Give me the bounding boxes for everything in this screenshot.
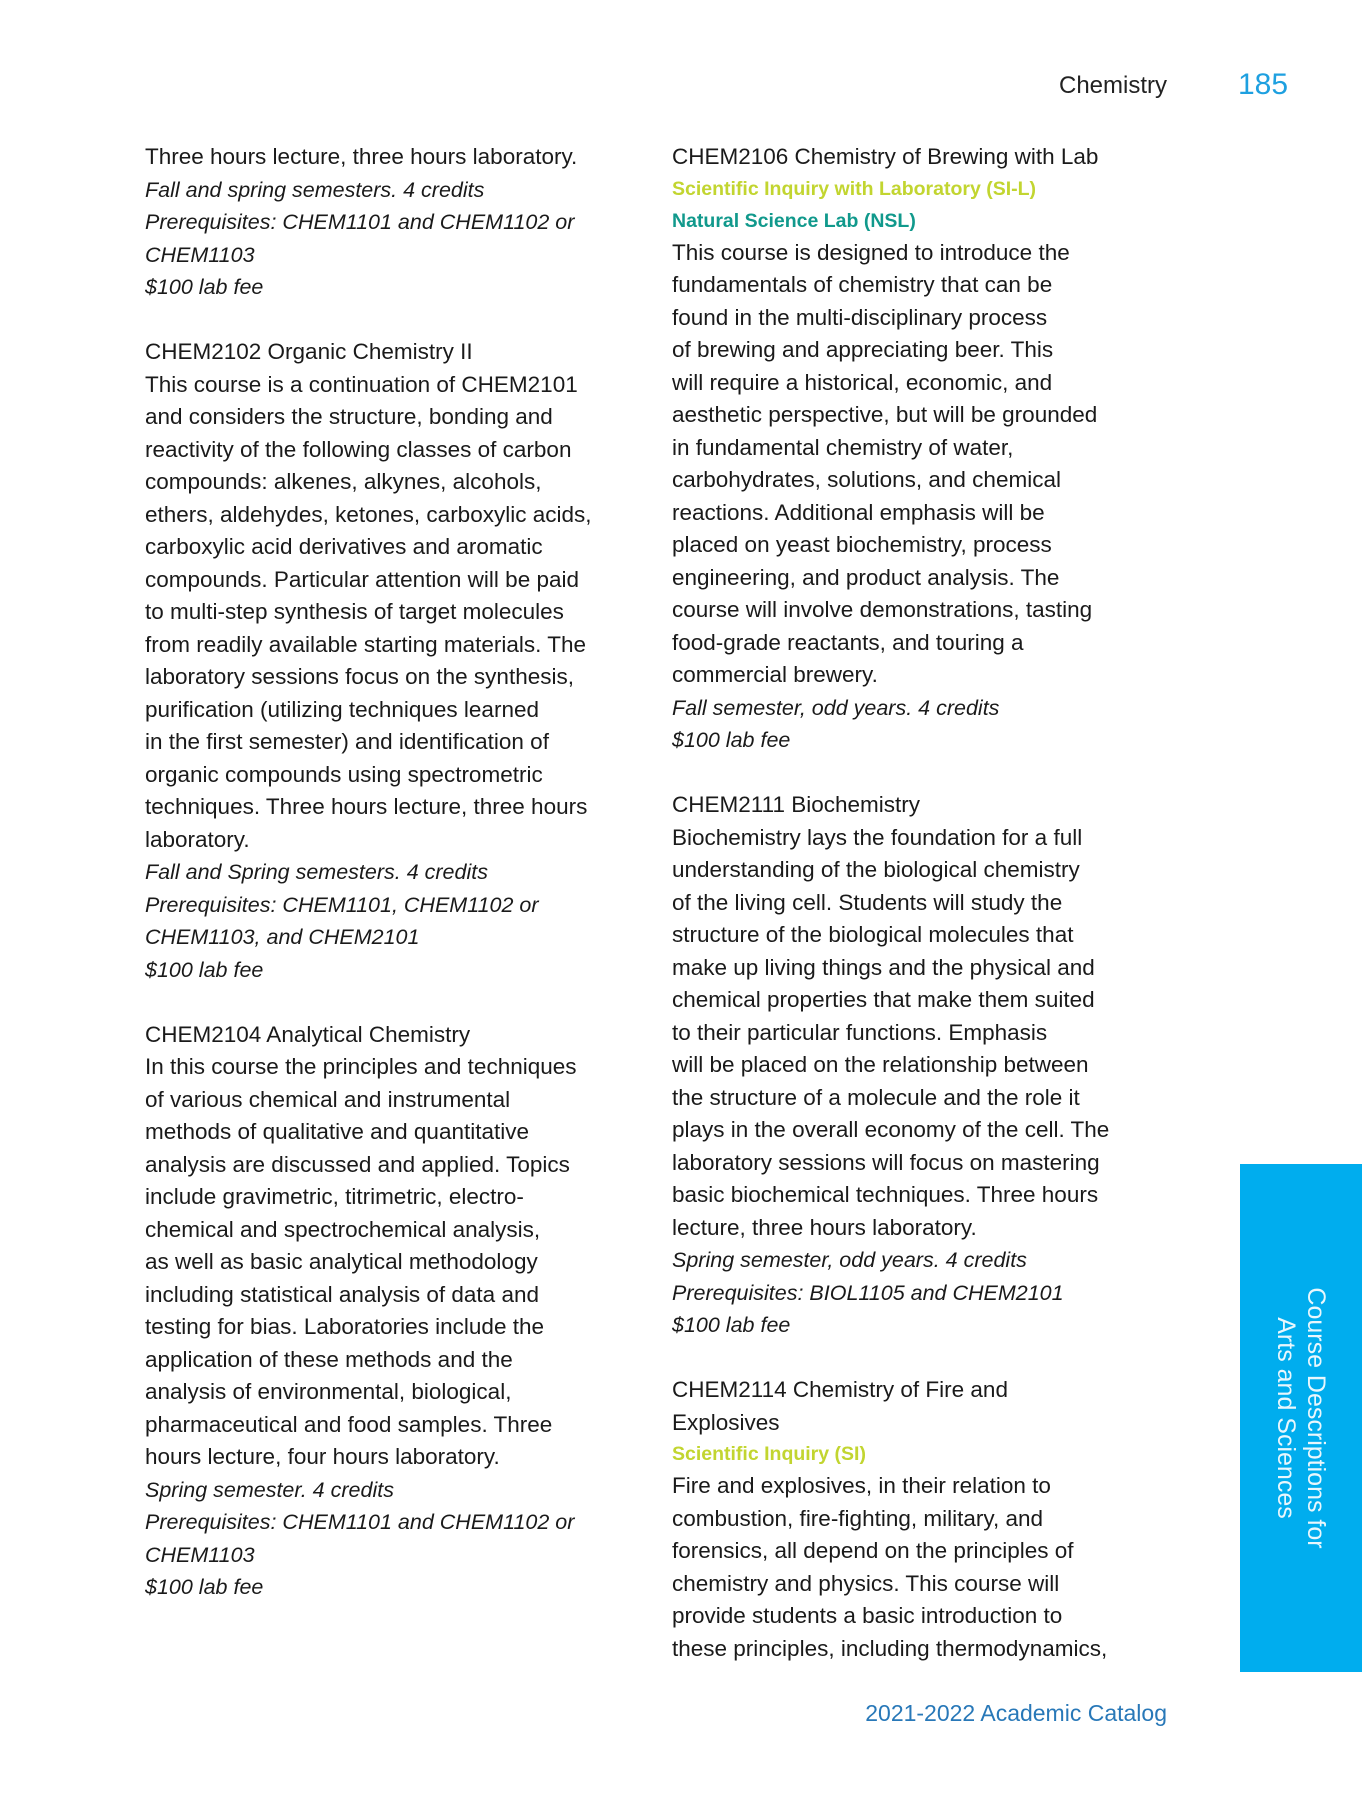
course-title: CHEM2104 Analytical Chemistry — [145, 1021, 471, 1047]
course-description: This course is designed to introduce the fundamentals of chemistry that can be found in the multi-disciplinary process of brewing and appreciating beer. This will require a historical, economic, and aesthetic perspective, but will be grounded in fundamental chemistry of water, carbohydrates, solutions, and chemical reactions. Additional emphasis will be placed on yeast biochemistry, process engineering, and product analysis. The course will involve demonstrations, tasting food-grade reactants, and touring a commercial brewery. — [672, 239, 1098, 687]
tag-scientific-inquiry-lab: Scientific Inquiry with Laboratory (SI-L) — [672, 177, 1037, 200]
course-description: Fire and explosives, in their relation to combustion, fire-fighting, military, and forensics, all depend on the principles of chemistry and physics. This course will provide students a basic introduction to these principles, including thermodynamics, — [672, 1473, 1108, 1661]
course-description: In this course the principles and techniques of various chemical and instrumental methods of qualitative and quantitative analysis are discussed and applied. Topics include gravimetric, titrimetric, electro- chemical and spectrochemical analysis, as well as basic analytical methodology including statistical analysis of data and testing for bias. Laboratories include the application of these methods and the analysis of environmental, biological, pharmaceutical and food samples. Three hours lecture, four hours laboratory. — [145, 1054, 577, 1469]
course-title: CHEM2111 Biochemistry — [672, 792, 920, 817]
course-chem2106 — [672, 141, 1172, 757]
course-title: CHEM2106 Chemistry of Brewing with Lab — [672, 144, 1099, 169]
tag-natural-science-lab: Natural Science Lab (NSL) — [672, 209, 916, 232]
left-column — [145, 141, 645, 1636]
course-title: CHEM2102 Organic Chemistry II — [145, 339, 473, 364]
course-meta: Fall semester, odd years. 4 credits $100 lab fee — [672, 695, 1000, 752]
course-meta: Fall and spring semesters. 4 credits Prerequisites: CHEM1101 and CHEM1102 or CHEM1103 $100 lab fee — [145, 177, 575, 299]
course-meta: Spring semester. 4 credits Prerequisites: CHEM1101 and CHEM1102 or CHEM1103 $100 lab fee — [145, 1477, 575, 1599]
course-meta: Fall and Spring semesters. 4 credits Prerequisites: CHEM1101, CHEM1102 or CHEM1103, and CHEM2101 $100 lab fee — [145, 860, 539, 982]
side-tab-label: Course Descriptions for Arts and Sciences — [1272, 1287, 1330, 1549]
page-number: 185 — [1238, 68, 1289, 101]
running-header-section: Chemistry — [1058, 72, 1167, 99]
right-column — [672, 141, 1172, 1698]
course-description: Biochemistry lays the foundation for a full understanding of the biological chemistry of the living cell. Students will study the structure of the biological molecules that make up living things and the physical and chemical properties that make them suited to their particular functions. Emphasis will be placed on the relationship between the structure of a molecule and the role it plays in the overall economy of the cell. The laboratory sessions will focus on mastering basic biochemical techniques. Three hours lecture, three hours laboratory. — [672, 824, 1110, 1240]
course-meta: Spring semester, odd years. 4 credits Prerequisites: BIOL1105 and CHEM2101 $100 lab fee — [672, 1248, 1064, 1337]
footer-catalog-title: 2021-2022 Academic Catalog — [865, 1700, 1167, 1726]
course-chem2102 — [145, 336, 645, 986]
course-description: Three hours lecture, three hours laboratory. — [145, 144, 578, 169]
course-chem2111 — [672, 789, 1172, 1342]
course-chem2114 — [672, 1374, 1172, 1665]
course-description: This course is a continuation of CHEM2101 and considers the structure, bonding and reactivity of the following classes of carbon compounds: alkenes, alkynes, alcohols, ethers, aldehydes, ketones, carboxylic acids, carboxylic acid derivatives and aromatic compounds. Particular attention will be paid to multi-step synthesis of target molecules from readily available starting materials. The laboratory sessions focus on the synthesis, purification (utilizing techniques learned in the first semester) and identification of organic compounds using spectrometric techniques. Three hours lecture, three hours laboratory. — [145, 371, 592, 852]
tag-scientific-inquiry: Scientific Inquiry (SI) — [672, 1443, 866, 1465]
section-side-tab — [1240, 1164, 1362, 1672]
course-continued — [145, 141, 645, 304]
course-chem2104 — [145, 1019, 645, 1604]
course-title: CHEM2114 Chemistry of Fire and Explosives — [672, 1377, 1008, 1435]
